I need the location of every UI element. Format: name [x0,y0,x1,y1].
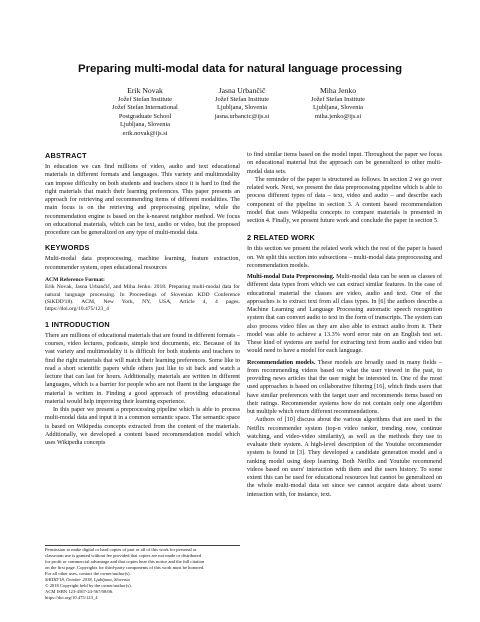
related-work-heading: 2 RELATED WORK [247,233,315,243]
multimodal-text: Multi-modal data can be seen as classes of different data types from which we can extract similar features. In the case of educational material the classes are video, audio and text. One of the approaches is to extract text from all class types. In [6] the authors describe a Machine Learning and Language Processing automatic speech recognition system that can convert audio to text in the form of transcripts. The system can also process video files as they are also able to extract audio from it. Their model was able to achieve a 13.3% word error rate on an English test set. These kind of systems are useful for extracting text from audio and video but would need to have a model for each language. [247,274,442,355]
author-affiliation: Postgraduate School [118,112,172,120]
footnote-line: © 2018 Copyright held by the owner/author(s). [45,583,132,588]
author-location: Ljubljana, Slovenia [119,121,171,129]
author-location: Ljubljana, Slovenia [312,104,364,112]
author-affiliation: Jožef Stefan Institute [311,96,365,103]
footnote-line: for profit or commercial advantage and that copies bear this notice and the full citation [45,559,205,564]
footnote-line: For all other uses, contact the owner/author(s). [45,571,131,576]
author-affiliation: Jožef Stefan Institute [118,96,172,103]
paper-title: Preparing multi-modal data for natural language processing [77,63,403,75]
left-column [45,151,240,447]
author-name: Erik Novak [127,86,163,95]
intro-paragraph-2: In this paper we present a preprocessing pipeline which is able to process multi-modal data and input it in a common semantic space. The semantic space is based on Wikipedia concepts extracted from the content of the materials. Additionally, we developed a content based recommendation model which uses Wikipedia concepts [45,407,240,447]
author-location: Ljubljana, Slovenia [216,104,268,112]
footnote-line: classroom use is granted without fee provided that copies are not made or distributed [45,553,202,558]
footnote-line: on the first page. Copyrights for third-party components of this work must be honored. [45,565,205,570]
footnote-line: ACM ISBN 123-4567-24-567/08/06. [45,589,114,594]
footnote-line: SiKDD'18, October 2018, Ljubljana, Slovenia [45,577,130,582]
recommendation-paragraph-2: Authors of [10] discuss about the various algorithms that are used in the Netflix recommender system (top-n video ranker, trending now, continue watching, and video-video similarity), as well as the methods they use to evaluate their system. A high-level description of the Youtube recommender system is found in [3]. They developed a candidate generation model and a ranking model using deep learning. Both Netflix and Youtube recommend videos based on users' interaction with them and the users history. To some extent this can be used for educational resources but cannot be generalized on the whole multi-modal data set since we cannot acquire data about users' interaction with, for instance, text. [247,417,442,498]
recommendation-paragraph [247,359,442,417]
author-name: Miha Jenko [319,86,357,95]
keywords-text: Multi-modal data preprocessing, machine learning, feature extraction, recommender system, open educational resources [45,256,240,271]
multimodal-paragraph [247,273,442,356]
acm-reference-text: Erik Novak, Jasna Urbančič, and Miha Jenko. 2018. Preparing multi-modal data for natural language processing. In Proceedings of Slovenian KDD Conference (SiKDD'18). ACM, New York, NY, USA, Article 4, 4 pages. https://doi.org/10.475/123_4 [45,284,240,313]
author-affiliation: Jožef Stefan Institute [215,96,269,103]
author-email[interactable]: erik.novak@ijs.si [122,129,168,137]
author-email[interactable]: jasna.urbancic@ijs.si [214,112,270,120]
author-name: Jasna Urbančič [218,86,266,95]
introduction-heading: 1 INTRODUCTION [45,319,110,329]
acm-reference-label: ACM Reference Format: [45,276,105,283]
abstract-text: In education we can find millions of video, audio and text educational materials in different formats and languages. This variety and multimodality can impose difficulty on both students and teachers since it is hard to find the right materials that match their learning preferences. This paper presents an approach for retrieving and recommending items of different modalities. The main focus is on the retrieving and preprocessing pipeline, while the recommendation engine is based on the k-nearest neighbor method. We focus on educational materials, which can be text, audio or video, but the proposed procedure can be generalized on any type of multi-modal data. [45,164,240,236]
footnote-doi-link[interactable]: https://doi.org/10.475/123_4 [45,595,98,600]
author-affiliation: Jožef Stefan International [112,104,178,112]
abstract-heading: ABSTRACT [45,151,87,160]
intro-paragraph-1: There are millions of educational materials that are found in different formats – courses, video lectures, podcasts, simple text documents, etc. Because of its vast variety and multimodality it is difficult for both students and teachers to find the right materials that will match their learning preferences. Some like to read a short scientific papers while others just like to sit back and watch a lecture that can last for hours. Additionally, materials are written in different languages, which is a barrier for people who are not fluent in the language the material is written in. Finding a good approach of providing educational material would help improving their learning experience. [45,332,240,405]
footnote-divider [45,545,240,546]
keywords-heading: KEYWORDS [45,243,90,253]
recommendation-label: Recommendation models. [247,359,316,366]
author-block-jenko [263,86,413,121]
copyright-footnote [45,547,240,601]
footnote-line: Permission to make digital or hard copies of part or all of this work for personal or [45,547,197,552]
body-paragraph: to find similar items based on the model input. Throughout the paper we focus on educational material but the approach can be generalized to other multi-modal data sets. [247,152,442,175]
related-work-intro: In this section we present the related work which the rest of the paper is based on. We split this section into subsections – multi-modal data preprocessing and recommendation models. [247,246,442,269]
recommendation-text: These models are broadly used in many fields – from recommending videos based on what the user viewed in the past, to providing news articles that the user might be interested in. One of the most used approaches is based on collaborative filtering [16], which finds users that have similar preferences with the target user and recommends items based on their ratings. Recommender systems how do not contain only one algorithm but multiple which return different recommendations. [247,359,443,415]
body-paragraph: The reminder of the paper is structured as follows. In section 2 we go over related work. Next, we present the data preprocessing pipeline which is able to process different types of data – text, video and audio – and describe each component of the pipeline in section 3. A content based recommendation model that uses Wikipedia concepts to compare materials is presented in section 4. Finally, we present future work and conclude the paper in section 5. [247,176,442,224]
author-email[interactable]: miha.jenko@ijs.si [314,112,362,120]
right-column [247,151,442,499]
multimodal-label: Multi-modal Data Preprocessing. [247,274,335,280]
